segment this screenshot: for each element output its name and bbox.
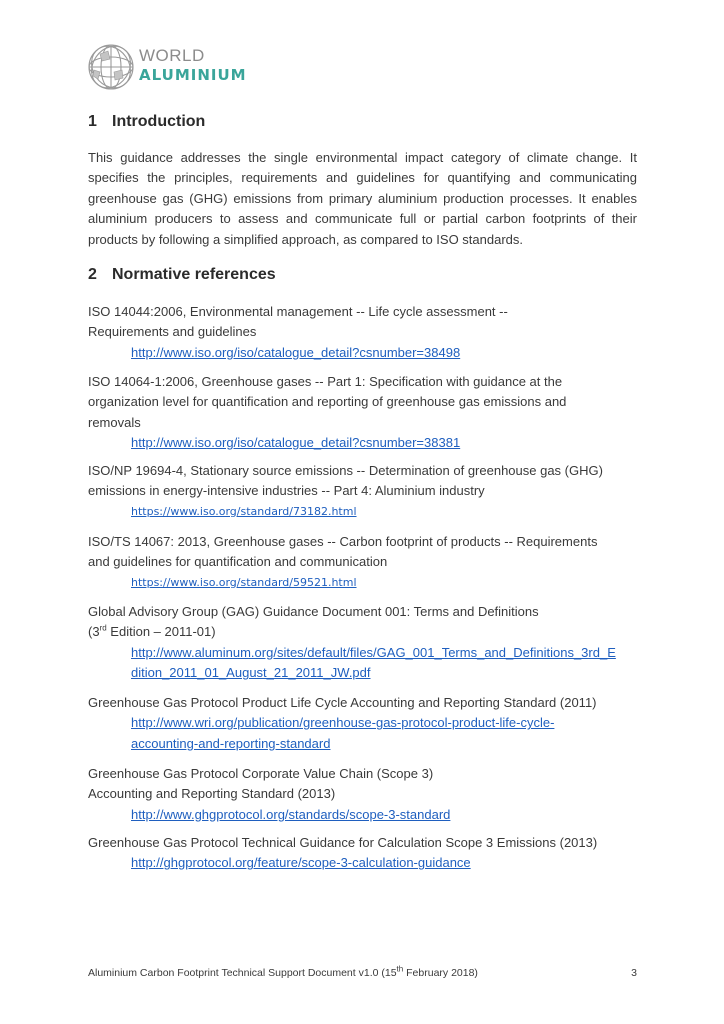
reference-link[interactable]: http://www.ghgprotocol.org/standards/scope-3-standard xyxy=(131,806,451,822)
reference-iso-ts-14067 xyxy=(88,532,648,593)
section-1-number: 1 xyxy=(88,113,97,130)
reference-link-part: accounting-and-reporting-standard xyxy=(131,735,331,751)
edition-ordinal: rd xyxy=(99,624,107,634)
reference-text-line: removals xyxy=(88,414,141,430)
section-2-title: Normative references xyxy=(112,266,276,283)
section-2-heading xyxy=(88,266,276,284)
edition-prefix: (3 xyxy=(88,624,100,640)
reference-link-part: http://www.wri.org/publication/greenhouse-gas-protocol-product-life-cycle- xyxy=(131,715,555,731)
reference-text-line: ISO 14044:2006, Environmental management -- Life cycle assessment -- xyxy=(88,304,508,319)
reference-iso-14064-1 xyxy=(88,372,648,454)
reference-text-line: ISO/NP 19694-4, Stationary source emissions -- Determination of greenhouse gas (GHG) xyxy=(88,463,603,478)
reference-link[interactable] xyxy=(131,643,648,684)
reference-text-line: ISO/TS 14067: 2013, Greenhouse gases -- Carbon footprint of products -- Requirements xyxy=(88,534,598,549)
reference-text-line: emissions in energy-intensive industries -- Part 4: Aluminium industry xyxy=(88,483,485,499)
page-number: 3 xyxy=(631,967,637,979)
reference-gag-001 xyxy=(88,602,648,684)
reference-text-line: Greenhouse Gas Protocol Technical Guidance for Calculation Scope 3 Emissions (2013) xyxy=(88,835,598,850)
reference-text-line: organization level for quantification and reporting of greenhouse gas emissions and xyxy=(88,394,567,410)
footer-date-ordinal: th xyxy=(396,964,404,974)
section-1-heading xyxy=(88,113,205,131)
reference-text-line: Greenhouse Gas Protocol Product Life Cycle Accounting and Reporting Standard (2011) xyxy=(88,695,597,710)
reference-text-line: Requirements and guidelines xyxy=(88,324,257,340)
logo-text-aluminium: ALUMINIUM xyxy=(139,66,247,84)
footer-text xyxy=(88,964,478,979)
logo-text-world: WORLD xyxy=(139,46,205,65)
reference-ghg-product-standard xyxy=(88,693,648,754)
reference-text-line: Global Advisory Group (GAG) Guidance Document 001: Terms and Definitions xyxy=(88,604,539,619)
reference-iso-14044 xyxy=(88,302,648,363)
reference-text-line: and guidelines for quantification and communication xyxy=(88,554,388,570)
reference-link[interactable]: https://www.iso.org/standard/59521.html xyxy=(131,575,357,589)
reference-link[interactable]: http://www.iso.org/iso/catalogue_detail?csnumber=38498 xyxy=(131,344,461,360)
section-1-title: Introduction xyxy=(112,113,206,130)
reference-link-part: dition_2011_01_August_21_2011_JW.pdf xyxy=(131,665,371,681)
reference-link[interactable]: http://www.iso.org/iso/catalogue_detail?csnumber=38381 xyxy=(131,435,461,451)
reference-text-line xyxy=(88,622,648,642)
reference-link[interactable]: https://www.iso.org/standard/73182.html xyxy=(131,504,357,518)
reference-link-part: http://www.aluminum.org/sites/default/files/GAG_001_Terms_and_Definitions_3rd_E xyxy=(131,644,616,660)
reference-text-line: ISO 14064-1:2006, Greenhouse gases -- Part 1: Specification with guidance at the xyxy=(88,374,563,389)
world-aluminium-logo xyxy=(86,42,246,94)
reference-text-line: Greenhouse Gas Protocol Corporate Value Chain (Scope 3) xyxy=(88,766,434,781)
reference-text-line: Accounting and Reporting Standard (2013) xyxy=(88,786,336,802)
footer-text-suffix: February 2018) xyxy=(403,967,478,979)
edition-suffix: Edition – 2011-01) xyxy=(106,624,216,640)
reference-ghg-scope-3-guidance xyxy=(88,833,648,874)
globe-icon xyxy=(86,42,136,92)
reference-link[interactable] xyxy=(131,713,648,754)
reference-ghg-scope-3-standard xyxy=(88,764,648,825)
footer-text-prefix: Aluminium Carbon Footprint Technical Support Document v1.0 (15 xyxy=(88,967,397,979)
page-footer xyxy=(88,964,637,979)
introduction-paragraph: This guidance addresses the single environmental impact category of climate change. It specifies the principles, requirements and guidelines for quantifying and communicating greenhouse gas (GHG) emissions from primary aluminium production processes. It enables aluminium producers to assess and communicate full or partial carbon footprints of their products by following a simplified approach, as compared to ISO standards. xyxy=(88,150,637,247)
reference-link[interactable]: http://ghgprotocol.org/feature/scope-3-calculation-guidance xyxy=(131,855,471,871)
section-2-number: 2 xyxy=(88,266,97,283)
reference-iso-np-19694-4 xyxy=(88,461,648,522)
